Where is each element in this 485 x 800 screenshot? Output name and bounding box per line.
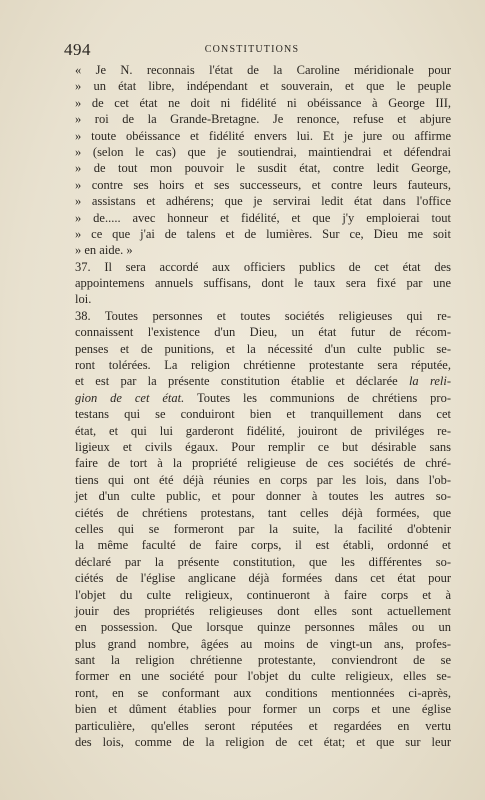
article-38-text: et est par la présente constitution établie et déclarée [75,374,409,389]
oath-line: » contre ses hoirs et ses successeurs, et contre leurs fauteurs, [75,177,451,192]
oath-line: » toute obéissance et fidélité envers lui. Et je jure ou affirme [75,128,451,143]
italic-text: la reli- [408,374,452,389]
oath-line: » (selon le cas) que je soutiendrai, maintiendrai et défendrai [75,144,451,159]
article-38-line: ront tolérées. La religion chrétienne protestante sera réputée, [75,358,451,373]
article-38-line: plus grand nombre, âgées au moins de vingt-un ans, profes- [75,636,451,651]
page-number: 494 [64,40,91,59]
oath-line: » assistans et adhérens; que je servirai ledit état dans l'office [75,194,451,209]
article-38-line: la même faculté de faire corps, il est établi, ordonné et [75,538,451,553]
page-body [75,62,451,750]
running-head: CONSTITUTIONS [204,44,300,55]
oath-line: » un état libre, indépendant et souverain, et que le peuple [75,79,451,94]
article-38-line: déclaré par la présente constitution, que les différentes so- [75,554,451,569]
article-38-line: en possession. Que lorsque quinze personnes mâles ou un [75,620,451,635]
article-37-line: 37. Il sera accordé aux officiers publics de cet état des [75,259,451,274]
article-38-line: sant la religion chrétienne protestante, conviendront de se [75,653,451,668]
oath-line: » de tout mon pouvoir le susdit état, contre ledit George, [75,161,451,176]
article-38-line: ront, en se conformant aux conditions mentionnées ci-après, [75,685,451,700]
article-38-text: Toutes les communions de chrétiens pro- [184,390,451,405]
article-38-line: connaissent l'existence d'un Dieu, un état futur de récom- [75,325,451,340]
article-38-line: tiens qui ont été déjà réunies en corps par les lois, dans l'ob- [75,472,451,487]
oath-line: » ce que j'ai de talens et de lumières. Sur ce, Dieu me soit [75,226,451,241]
article-37-line: loi. [75,292,92,307]
article-38-line: ciétés de chrétiens protestans, tant celles déjà formées, que [75,505,451,520]
page-header [64,40,440,60]
article-37-line: appointemens annuels suffisans, dont le taux sera fixé par une [75,276,451,291]
article-38 [75,308,451,751]
article-38-line: faire de tort à la propriété religieuse de ces sociétés de chré- [75,456,451,471]
article-38-line: ligieux et civils égaux. Pour remplir ce but désirable sans [75,439,451,454]
article-38-line: penses et de punitions, et la nécessité d'un culte public se- [75,341,451,356]
article-38-line: former en une société pour l'objet du culte religieux, elles se- [75,669,451,684]
article-38-line: celles qui se formeront par la suite, la facilité d'obtenir [75,521,451,536]
oath-line: » de..... avec honneur et fidélité, et que j'y emploierai tout [75,210,451,225]
article-38-line: l'objet du culte religieux, continueront à faire corps et à [75,587,451,602]
article-38-line [75,373,451,389]
oath-line: » en aide. » [75,243,133,258]
article-38-line: jet d'un culte public, et pour donner à toutes les autres so- [75,489,451,504]
italic-text: gion de cet état. [75,390,185,405]
article-38-line: 38. Toutes personnes et toutes sociétés religieuses qui re- [75,308,451,323]
article-38-line: jouir des propriétés religieuses dont elles sont actuellement [75,603,451,618]
article-38-line: ciétés de l'église anglicane déjà formées dans cet état pour [75,571,451,586]
article-38-line: bien et dûment établies pour former un corps et une église [75,702,451,717]
article-38-line: particulière, qu'elles seront réputées et regardées en vertu [75,718,451,733]
article-38-line: testans qui se conduiront bien et tranquillement dans cet [75,407,451,422]
oath-paragraph [75,62,451,259]
article-38-line [75,390,451,406]
article-38-line: état, et qui lui garderont fidélité, jouiront de priviléges re- [75,423,451,438]
article-38-line: des lois, comme de la religion de cet état; et que sur leur [75,735,451,750]
article-37 [75,259,451,308]
oath-line: « Je N. reconnais l'état de la Caroline méridionale pour [75,63,451,77]
oath-line: » roi de la Grande-Bretagne. Je renonce, refuse et abjure [75,112,451,127]
oath-line: » de cet état ne doit ni fidélité ni obéissance à George III, [75,95,451,110]
